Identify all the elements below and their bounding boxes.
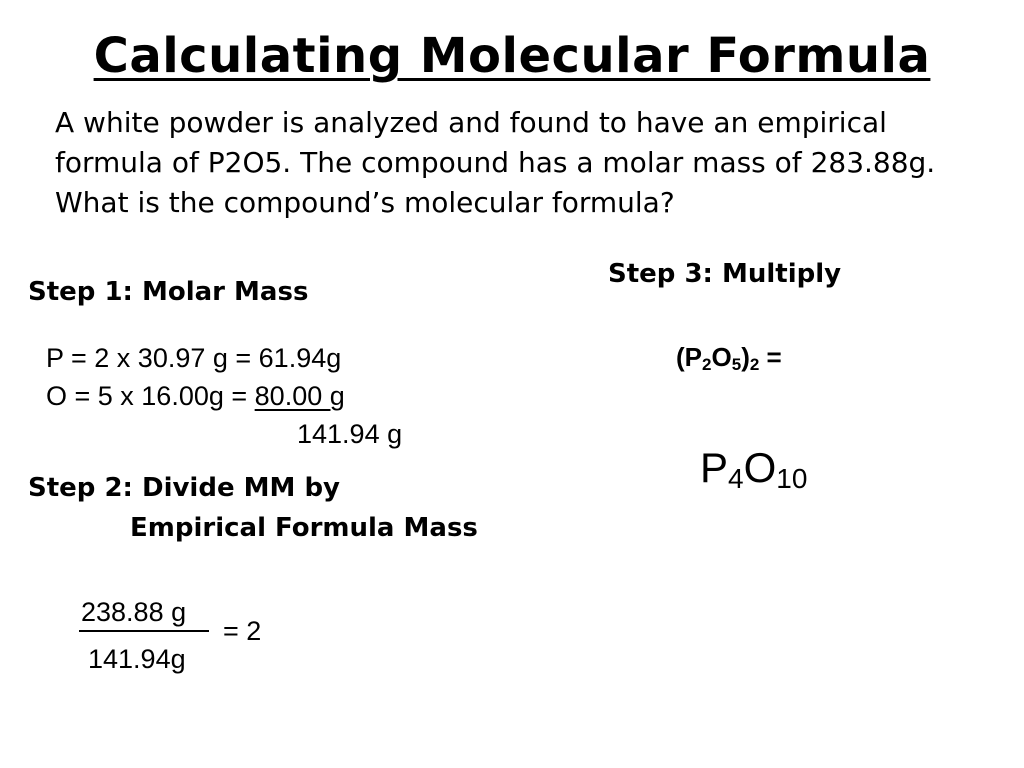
fraction-bar — [79, 630, 209, 632]
step3-close-paren: ) — [741, 342, 750, 372]
step3-equals: = — [759, 342, 782, 372]
result-p-subscript: 4 — [728, 463, 744, 494]
result-o: O — [743, 444, 777, 491]
slide-title: Calculating Molecular Formula — [93, 28, 931, 84]
result-p: P — [700, 444, 729, 491]
step1-oxygen-prefix: O = 5 x 16.00g = — [46, 381, 255, 411]
step3-p-subscript: 2 — [702, 355, 712, 374]
step2-denominator: 141.94g — [88, 644, 186, 674]
step1-oxygen-line — [46, 377, 345, 415]
step1-phosphorus-line: P = 2 x 30.97 g = 61.94g — [46, 343, 342, 373]
molecular-formula-result — [700, 444, 807, 495]
step3-expression — [676, 342, 782, 375]
step2-equals: = 2 — [223, 616, 262, 646]
step1-total: 141.94 g — [297, 419, 403, 449]
step3-multiplier: 2 — [749, 355, 760, 374]
result-o-subscript: 10 — [776, 463, 808, 494]
step3-p: P — [684, 342, 703, 372]
step3-heading: Step 3: Multiply — [608, 259, 842, 289]
step2-heading-line2: Empirical Formula Mass — [130, 513, 478, 543]
step3-o-subscript: 5 — [731, 355, 742, 374]
step1-oxygen-value: 80.00 g — [254, 381, 345, 411]
step3-o: O — [711, 342, 732, 372]
step1-heading: Step 1: Molar Mass — [28, 277, 309, 307]
step2-numerator: 238.88 g — [81, 597, 187, 627]
step2-heading-line1: Step 2: Divide MM by — [28, 473, 340, 503]
problem-statement: A white powder is analyzed and found to have an empirical formula of P2O5. The compound has a molar mass of 283.88g. What is the compound’s molecular formula? — [55, 106, 936, 219]
step3-open-paren: ( — [676, 342, 685, 372]
